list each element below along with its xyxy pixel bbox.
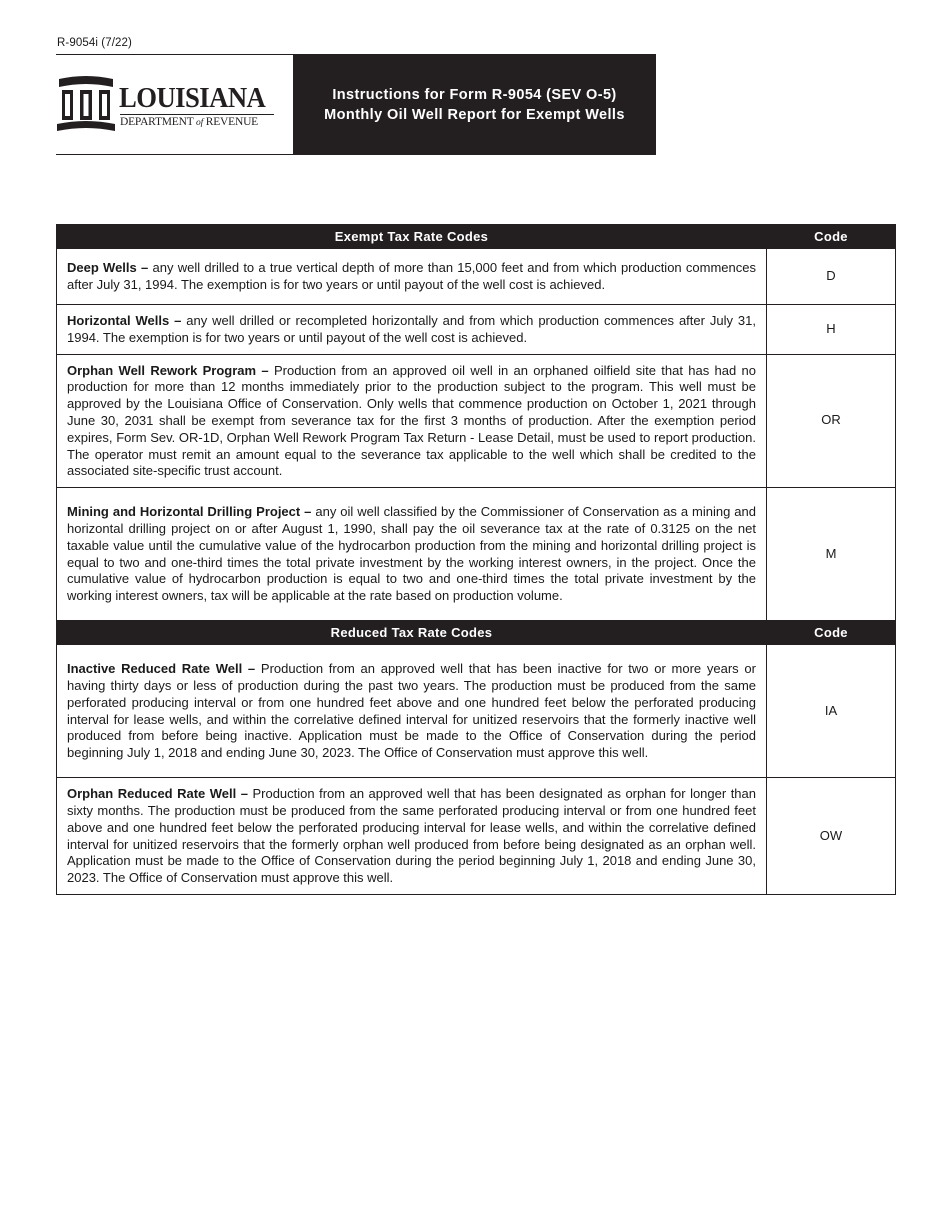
row-description xyxy=(57,305,767,355)
form-id: R-9054i (7/22) xyxy=(57,37,132,49)
code-heading: Code xyxy=(767,621,896,645)
section-header-exempt xyxy=(57,225,896,249)
ldr-logo xyxy=(56,54,293,155)
tax-rate-codes-table xyxy=(56,224,896,895)
table-row xyxy=(57,778,896,895)
logo-dept-post: REVENUE xyxy=(205,116,258,128)
ldr-logo-icon xyxy=(56,75,116,135)
row-description xyxy=(57,645,767,778)
table-row xyxy=(57,249,896,305)
page-header xyxy=(56,54,656,155)
title-box xyxy=(293,54,656,155)
row-text: any well drilled to a true vertical depth of more than 15,000 feet and from which production commences after July 31, 1994. The exemption is for two years or until payout of the well cost is achieved. xyxy=(67,260,756,292)
table-row xyxy=(57,354,896,488)
row-term: Orphan Reduced Rate Well – xyxy=(67,786,248,802)
table-row xyxy=(57,488,896,621)
row-text: Production from an approved oil well in an orphaned oilfield site that has had no production for more than 12 months immediately prior to the production subject to the program. This well must be approved by the Louisiana Office of Conservation. Only wells that commence production on October 1, 2021 through June 30, 2031 shall be exempt from severance tax for the first 3 months of production. After the exemption period expires, Form Sev. OR-1D, Orphan Well Rework Program Tax Return - Lease Detail, must be used to report production. The operator must remit an amount equal to the severance tax applicable to the well which shall be credited to the associated site-specific trust account. xyxy=(67,362,757,479)
title-line-1: Instructions for Form R-9054 (SEV O-5) xyxy=(332,86,617,103)
row-term: Mining and Horizontal Drilling Project – xyxy=(67,504,312,520)
section-heading: Reduced Tax Rate Codes xyxy=(57,621,767,645)
title-line-2: Monthly Oil Well Report for Exempt Wells xyxy=(324,106,625,123)
row-description xyxy=(57,778,767,895)
row-term: Inactive Reduced Rate Well – xyxy=(67,661,256,677)
row-code: OW xyxy=(767,778,896,895)
row-code: OR xyxy=(767,354,896,488)
table-row xyxy=(57,305,896,355)
logo-dept-pre: DEPARTMENT xyxy=(120,116,194,128)
row-text: any well drilled or recompleted horizontally and from which production commences after July 31, 1994. The exemption is for two years or until payout of the well cost is achieved. xyxy=(67,313,756,345)
section-heading: Exempt Tax Rate Codes xyxy=(57,225,767,249)
row-code: D xyxy=(767,249,896,305)
row-term: Orphan Well Rework Program – xyxy=(67,362,269,378)
logo-dept-of: of xyxy=(196,118,204,128)
row-description xyxy=(57,249,767,305)
row-text: any oil well classified by the Commissioner of Conservation as a mining and horizontal drilling project on or after August 1, 1990, shall pay the oil severance tax at the rate of 0.3125 on the net taxable value until the cumulative value of the hydrocarbon production from the mining and horizontal drilling project is equal to two and one-third times the total private investment by the working interest owners, in the project. Once the cumulative value of hydrocarbon production is equal to two and one-third times the total private investment by the working interest owners, tax will be applicable at the rate based on production volume. xyxy=(67,504,756,604)
row-text: Production from an approved well that has been designated as orphan for longer than sixty months. The production must be produced from the same perforated producing interval or from one hundred feet above and one hundred feet below the perforated producing interval for lease wells, and within the correlative defined interval for unitized reservoirs that the formerly orphan well produced from before being designated as an orphan well. Application must be made to the Office of Conservation during the period beginning July 1, 2018 and ending June 30, 2023. The Office of Conservation must approve this well. xyxy=(67,786,756,886)
row-code: H xyxy=(767,305,896,355)
row-code: M xyxy=(767,488,896,621)
logo-name: LOUISIANA xyxy=(119,82,266,114)
row-description xyxy=(57,354,767,488)
row-text: Production from an approved well that has been inactive for two or more years or having thirty days or less of production during the past two years. The production must be produced from the same perforated producing interval or from one hundred feet above and one hundred feet below the perforated producing interval for lease wells, and within the correlative defined interval for unitized reservoirs that the formerly inactive well produced from before being inactive. Application must be made to the Office of Conservation during the period beginning July 1, 2018 and ending June 30, 2023. The Office of Conservation must approve this well. xyxy=(67,661,756,761)
code-heading: Code xyxy=(767,225,896,249)
row-description xyxy=(57,488,767,621)
logo-rule xyxy=(120,114,274,115)
row-code: IA xyxy=(767,645,896,778)
row-term: Horizontal Wells – xyxy=(67,313,182,328)
logo-department xyxy=(120,116,258,130)
section-header-reduced xyxy=(57,621,896,645)
row-term: Deep Wells – xyxy=(67,260,149,276)
table-row xyxy=(57,645,896,778)
